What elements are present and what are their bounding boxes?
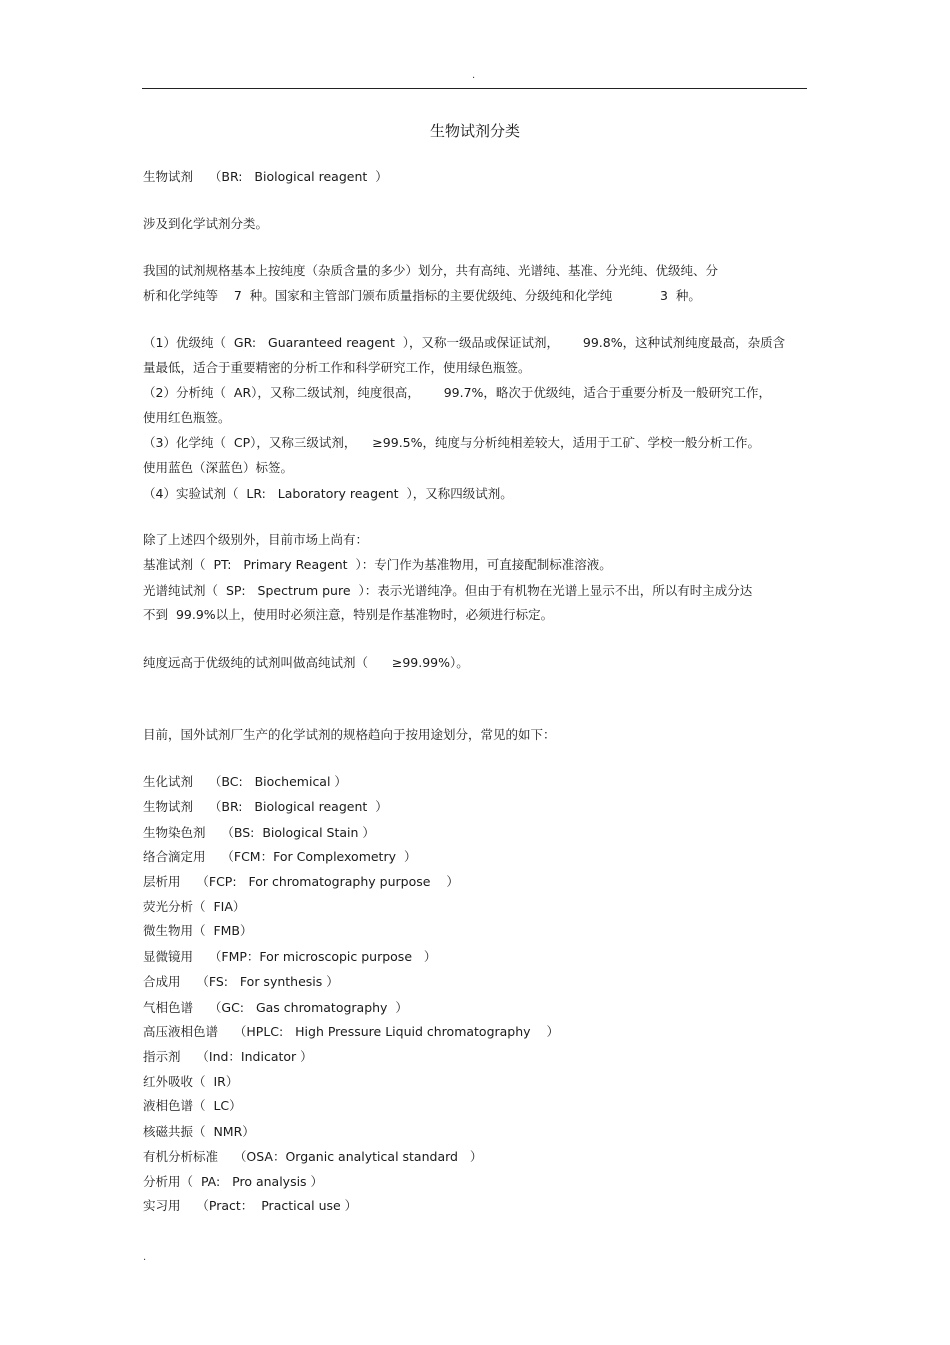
list-item: 生物试剂 （BR: Biological reagent ） [143,799,388,814]
list-item: 有机分析标准 （OSA：Organic analytical standard ） [143,1149,483,1164]
grade-ar-line-1: （2）分析纯（ AR），又称二级试剂，纯度很高， 99.7%，略次于优级纯，适合于重要分析及一般研究工作， [143,385,771,400]
list-item: 气相色谱 （GC: Gas chromatography ） [143,1000,408,1015]
header-dot: . [472,70,476,81]
others-intro: 除了上述四个级别外，目前市场上尚有： [143,532,369,547]
header-rule [142,88,807,89]
grade-gr-line-1: （1）优级纯（ GR: Guaranteed reagent ），又称一级品或保证试剂， 99.8%，这种试剂纯度最高，杂质含 [143,335,786,350]
grading-paragraph-line-2: 析和化学纯等 7 种。国家和主管部门颁布质量指标的主要优级纯、分级纯和化学纯 3 种。 [143,288,701,303]
grade-ar-line-2: 使用红色瓶签。 [143,410,231,425]
intro-involves: 涉及到化学试剂分类。 [143,216,269,231]
grading-paragraph-line-1: 我国的试剂规格基本上按纯度（杂质含量的多少）划分，共有高纯、光谱纯、基准、分光纯、优级纯、分 [143,263,719,278]
high-purity-note: 纯度远高于优级纯的试剂叫做高纯试剂（ ≥99.99%）。 [143,655,469,670]
grade-gr-line-2: 量最低，适合于重要精密的分析工作和科学研究工作，使用绿色瓶签。 [143,360,531,375]
list-item: 红外吸收（ IR） [143,1074,239,1089]
others-sp-line-1: 光谱纯试剂（ SP: Spectrum pure ）：表示光谱纯净。但由于有机物在光谱上显示不出，所以有时主成分达 [143,583,753,598]
foreign-intro: 目前，国外试剂厂生产的化学试剂的规格趋向于按用途划分，常见的如下： [143,727,556,742]
document-title: 生物试剂分类 [429,122,520,140]
list-item: 微生物用（ FMB） [143,923,253,938]
list-item: 显微镜用 （FMP：For microscopic purpose ） [143,949,437,964]
list-item: 高压液相色谱 （HPLC: High Pressure Liquid chromatography ） [143,1024,559,1039]
others-pt: 基准试剂（ PT: Primary Reagent ）：专门作为基准物用，可直接配制标准溶液。 [143,557,612,572]
list-item: 荧光分析（ FIA） [143,899,246,914]
grade-lr-line: （4）实验试剂（ LR: Laboratory reagent ），又称四级试剂。 [143,486,513,501]
list-item: 指示剂 （Ind：Indicator ） [143,1049,313,1064]
list-item: 液相色谱（ LC） [143,1098,242,1113]
list-item: 合成用 （FS: For synthesis ） [143,974,339,989]
list-item: 生物染色剂 （BS: Biological Stain ） [143,825,375,840]
others-sp-line-2: 不到 99.9%以上，使用时必须注意，特别是作基准物时，必须进行标定。 [143,607,554,622]
footer-dot: . [143,1252,147,1263]
intro-br-line: 生物试剂 （BR: Biological reagent ） [143,169,388,184]
grade-cp-line-2: 使用蓝色（深蓝色）标签。 [143,460,294,475]
list-item: 络合滴定用 （FCM：For Complexometry ） [143,849,417,864]
list-item: 生化试剂 （BC: Biochemical ） [143,774,347,789]
grade-cp-line-1: （3）化学纯（ CP），又称三级试剂， ≥99.5%，纯度与分析纯相差较大，适用于工矿、学校一般分析工作。 [143,435,760,450]
list-item: 实习用 （Pract： Practical use ） [143,1198,358,1213]
list-item: 分析用（ PA: Pro analysis ） [143,1174,324,1189]
list-item: 层析用 （FCP: For chromatography purpose ） [143,874,459,889]
list-item: 核磁共振（ NMR） [143,1124,255,1139]
